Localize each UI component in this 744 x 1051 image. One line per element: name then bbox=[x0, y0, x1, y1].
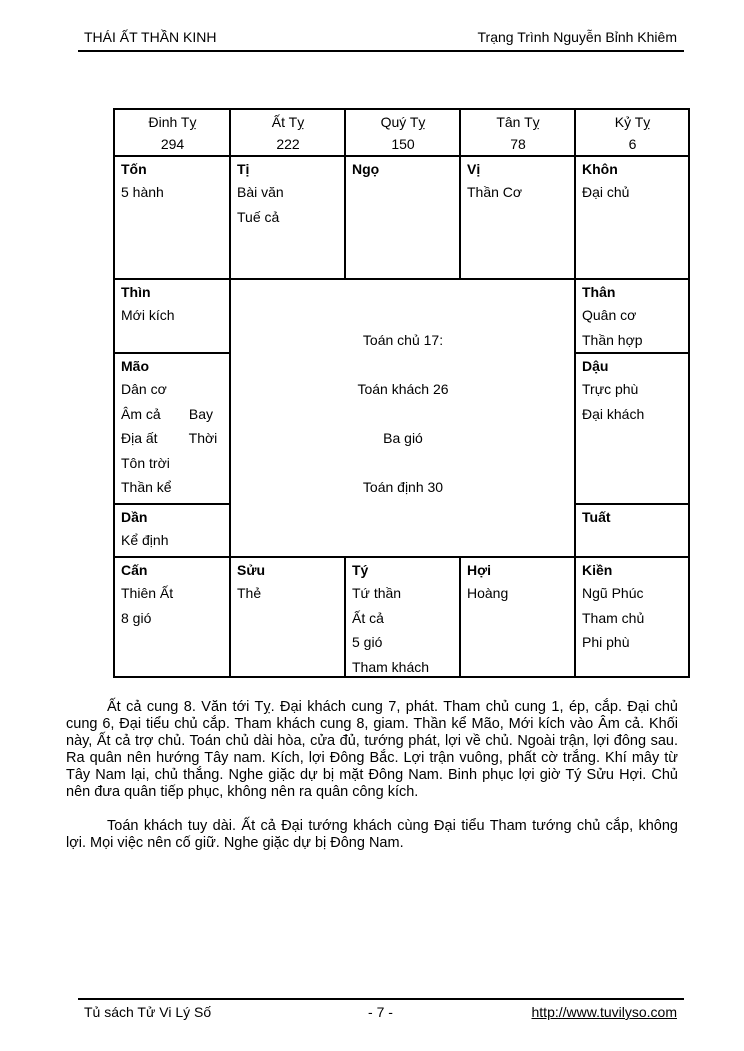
author-name: Trạng Trình Nguyễn Bỉnh Khiêm bbox=[477, 29, 677, 45]
palace-line: Thần kể bbox=[121, 479, 172, 495]
palace-title: Tốn bbox=[121, 161, 147, 177]
palace-title: Dần bbox=[121, 509, 148, 525]
palace-title: Tị bbox=[237, 161, 250, 177]
page-number: - 7 - bbox=[368, 1004, 393, 1020]
palace-ngo bbox=[344, 155, 459, 278]
palace-line: Phi phù bbox=[582, 634, 630, 650]
footer-rule bbox=[78, 998, 684, 1000]
palace-hoi bbox=[459, 556, 574, 678]
year-value: 78 bbox=[510, 135, 526, 152]
palace-title: Thân bbox=[582, 284, 616, 300]
thai-at-chart bbox=[113, 108, 690, 678]
palace-dan bbox=[113, 503, 229, 556]
palace-title: Vị bbox=[467, 161, 481, 177]
palace-line: 5 hành bbox=[121, 184, 164, 200]
year-cell-at-ty bbox=[229, 108, 344, 155]
palace-line: Quân cơ bbox=[582, 307, 637, 323]
palace-mao bbox=[113, 352, 229, 503]
footer-website-link[interactable]: http://www.tuvilyso.com bbox=[531, 1004, 677, 1020]
year-value: 150 bbox=[391, 135, 415, 152]
palace-dau bbox=[574, 352, 690, 503]
palace-ton bbox=[113, 155, 229, 278]
palace-line: Bài văn bbox=[237, 184, 284, 200]
header-rule bbox=[78, 50, 684, 52]
palace-ty bbox=[344, 556, 459, 678]
palace-line bbox=[121, 402, 224, 427]
palace-line: Tuế cả bbox=[237, 208, 280, 225]
palace-vi bbox=[459, 155, 574, 278]
year-cell-tan-ty bbox=[459, 108, 574, 155]
year-name: Ất Tỵ bbox=[271, 114, 305, 130]
palace-line: Đại chủ bbox=[582, 184, 630, 200]
year-name: Kỷ Tỵ bbox=[614, 114, 651, 130]
palace-line: Đại khách bbox=[582, 405, 645, 422]
year-name: Đinh Tỵ bbox=[148, 114, 197, 130]
palace-line: Thần Cơ bbox=[467, 184, 523, 200]
palace-line: Tham khách bbox=[352, 658, 430, 675]
palace-line: Dân cơ bbox=[121, 381, 167, 397]
palace-suu bbox=[229, 556, 344, 678]
palace-title: Tý bbox=[352, 562, 369, 578]
palace-line: Hoàng bbox=[467, 585, 509, 601]
palace-line: 5 gió bbox=[352, 634, 383, 650]
year-value: 294 bbox=[160, 135, 185, 152]
palace-line: Kể định bbox=[121, 532, 169, 548]
palace-line: Tham chủ bbox=[582, 609, 645, 626]
palace-title: Mão bbox=[121, 358, 149, 374]
palace-line-right: Bay bbox=[188, 405, 214, 422]
palace-line bbox=[121, 426, 224, 451]
palace-line: 8 gió bbox=[121, 609, 152, 626]
palace-title: Khôn bbox=[582, 161, 618, 177]
palace-line-right: Thời bbox=[188, 430, 218, 446]
palace-line: Thẻ bbox=[237, 585, 262, 601]
paragraph-1: Ất cả cung 8. Văn tới Tỵ. Đại khách cung 7, phát. Tham chủ cung 1, ép, cắp. Đại chủ cung 6, Đại tiểu chủ cắp. Tham khách cung 8, giam. Thần kể Mão, Mới kích vào Âm cả. Khối này, Ất cả trợ chủ. Toán chủ dài hòa, cửa đủ, tướng phát, lợi về chủ. Ngoài trận, lợi đông sau. Ra quân nên hướng Tây nam. Kích, lợi Đông Bắc. Lợi trận vuông, phất cờ trắng. Khí mây từ Tây Nam lại, chủ thắng. Nghe giặc dự bị mặt Đông Nam. Binh phục lợi giờ Tý Sửu Hợi. Chủ nên đưa quân tiếp phục, không nên ra quân công kích. bbox=[66, 699, 678, 800]
palace-line: Tứ thần bbox=[352, 585, 402, 601]
palace-line: Tôn trời bbox=[121, 454, 170, 471]
palace-kien bbox=[574, 556, 690, 678]
palace-title: Ngọ bbox=[352, 161, 380, 177]
palace-line-left: Địa ất bbox=[121, 430, 158, 446]
palace-title: Cấn bbox=[121, 562, 148, 578]
year-name: Quý Tỵ bbox=[380, 114, 426, 130]
footer-series-title: Tủ sách Tử Vi Lý Số bbox=[84, 1004, 212, 1020]
year-cell-dinh-ty bbox=[113, 108, 229, 155]
toan-chu-line: Toán chủ 17: bbox=[362, 332, 444, 348]
palace-title: Sửu bbox=[237, 562, 266, 578]
palace-title: Thìn bbox=[121, 284, 151, 300]
year-value: 222 bbox=[276, 135, 300, 152]
toan-dinh-line: Toán định 30 bbox=[362, 479, 444, 495]
palace-line: Ngũ Phúc bbox=[582, 585, 644, 601]
paragraph-2: Toán khách tuy dài. Ất cả Đại tướng khách cùng Đại tiểu Tham tướng chủ cắp, không lợi. Mọi việc nên cố giữ. Nghe giặc dự bị Đông Nam. bbox=[66, 818, 678, 851]
toan-khach-line: Toán khách 26 bbox=[357, 381, 449, 397]
palace-thin bbox=[113, 278, 229, 352]
palace-line: Ất cả bbox=[352, 609, 384, 626]
palace-title: Kiền bbox=[582, 562, 613, 578]
palace-line: Trực phù bbox=[582, 381, 639, 397]
palace-line: Mới kích bbox=[121, 307, 175, 323]
ba-gio-line: Ba gió bbox=[383, 430, 423, 446]
palace-title: Dậu bbox=[582, 358, 609, 374]
center-calculations bbox=[229, 278, 574, 556]
palace-line: Thiên Ất bbox=[121, 585, 174, 601]
book-title: THÁI ẤT THẦN KINH bbox=[84, 29, 217, 45]
palace-title: Tuất bbox=[582, 509, 611, 525]
palace-can bbox=[113, 556, 229, 678]
palace-than bbox=[574, 278, 690, 352]
year-name: Tân Tỵ bbox=[496, 114, 540, 130]
palace-line: Thần hợp bbox=[582, 331, 643, 348]
palace-line-left: Âm cả bbox=[121, 405, 161, 422]
palace-ti bbox=[229, 155, 344, 278]
palace-khon bbox=[574, 155, 690, 278]
year-value: 6 bbox=[628, 135, 637, 152]
year-cell-ky-ty bbox=[574, 108, 690, 155]
palace-tuat bbox=[574, 503, 690, 556]
palace-title: Hợi bbox=[467, 562, 491, 578]
year-cell-quy-ty bbox=[344, 108, 459, 155]
interpretation-text bbox=[66, 699, 678, 869]
